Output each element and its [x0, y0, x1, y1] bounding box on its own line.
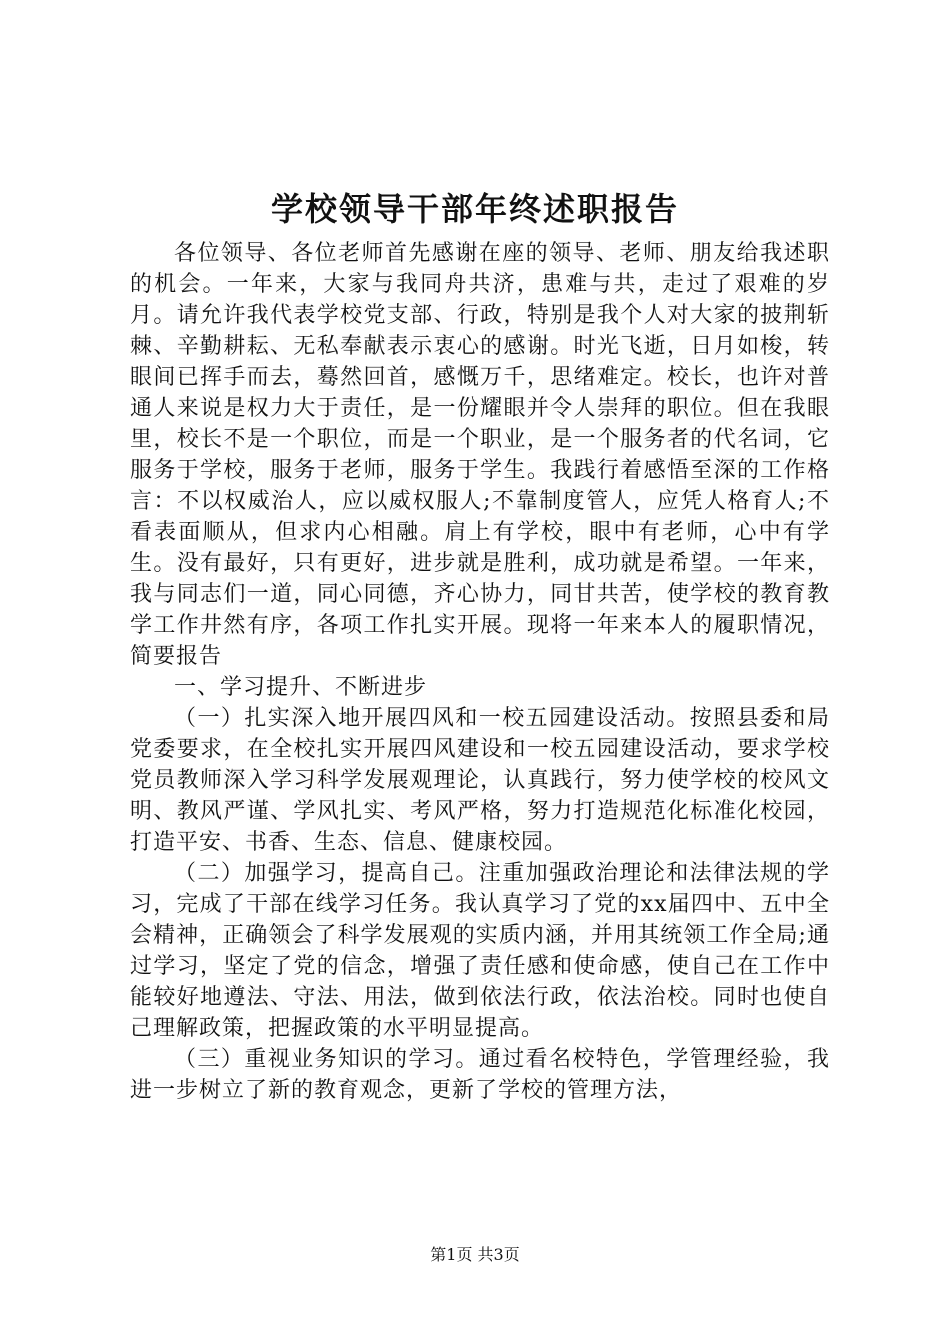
paragraph-item-2: （二）加强学习，提高自己。注重加强政治理论和法律法规的学习，完成了干部在线学习任务。我认真学习了党的xx届四中、五中全会精神，正确领会了科学发展观的实质内涵，并用其统领工作全局;通过学习，坚定了党的信念，增强了责任感和使命感，使自己在工作中能较好地遵法、守法、用法，做到依法行政，依法治校。同时也使自己理解政策，把握政策的水平明显提高。	[130, 861, 830, 1041]
page-footer: 第1页 共3页	[430, 1245, 520, 1264]
section-heading-1: 一、学习提升、不断进步	[174, 675, 428, 700]
paragraph-intro: 各位领导、各位老师首先感谢在座的领导、老师、朋友给我述职的机会。一年来，大家与我同舟共济，患难与共，走过了艰难的岁月。请允许我代表学校党支部、行政，特别是我个人对大家的披荆斩棘、辛勤耕耘、无私奉献表示衷心的感谢。时光飞逝，日月如梭，转眼间已挥手而去，蓦然回首，感慨万千，思绪难定。校长，也许对普通人来说是权力大于责任，是一份耀眼并令人崇拜的职位。但在我眼里，校长不是一个职位，而是一个职业，是一个服务者的代名词，它服务于学校，服务于老师，服务于学生。我践行着感悟至深的工作格言：不以权威治人，应以威权服人;不靠制度管人，应凭人格育人;不看表面顺从，但求内心相融。肩上有学校，眼中有老师，心中有学生。没有最好，只有更好，进步就是胜利，成功就是希望。一年来，我与同志们一道，同心同德，齐心协力，同甘共苦，使学校的教育教学工作井然有序，各项工作扎实开展。现将一年来本人的履职情况，简要报告	[130, 241, 830, 669]
paragraph-item-1: （一）扎实深入地开展四风和一校五园建设活动。按照县委和局党委要求，在全校扎实开展四风建设和一校五园建设活动，要求学校党员教师深入学习科学发展观理论，认真践行，努力使学校的校风文明、教风严谨、学风扎实、考风严格，努力打造规范化标准化校园，打造平安、书香、生态、信息、健康校园。	[130, 706, 830, 855]
document-title: 学校领导干部年终述职报告	[270, 190, 679, 228]
document-body	[130, 238, 830, 1106]
paragraph-item-3: （三）重视业务知识的学习。通过看名校特色，学管理经验，我进一步树立了新的教育观念，更新了学校的管理方法，	[130, 1047, 830, 1103]
